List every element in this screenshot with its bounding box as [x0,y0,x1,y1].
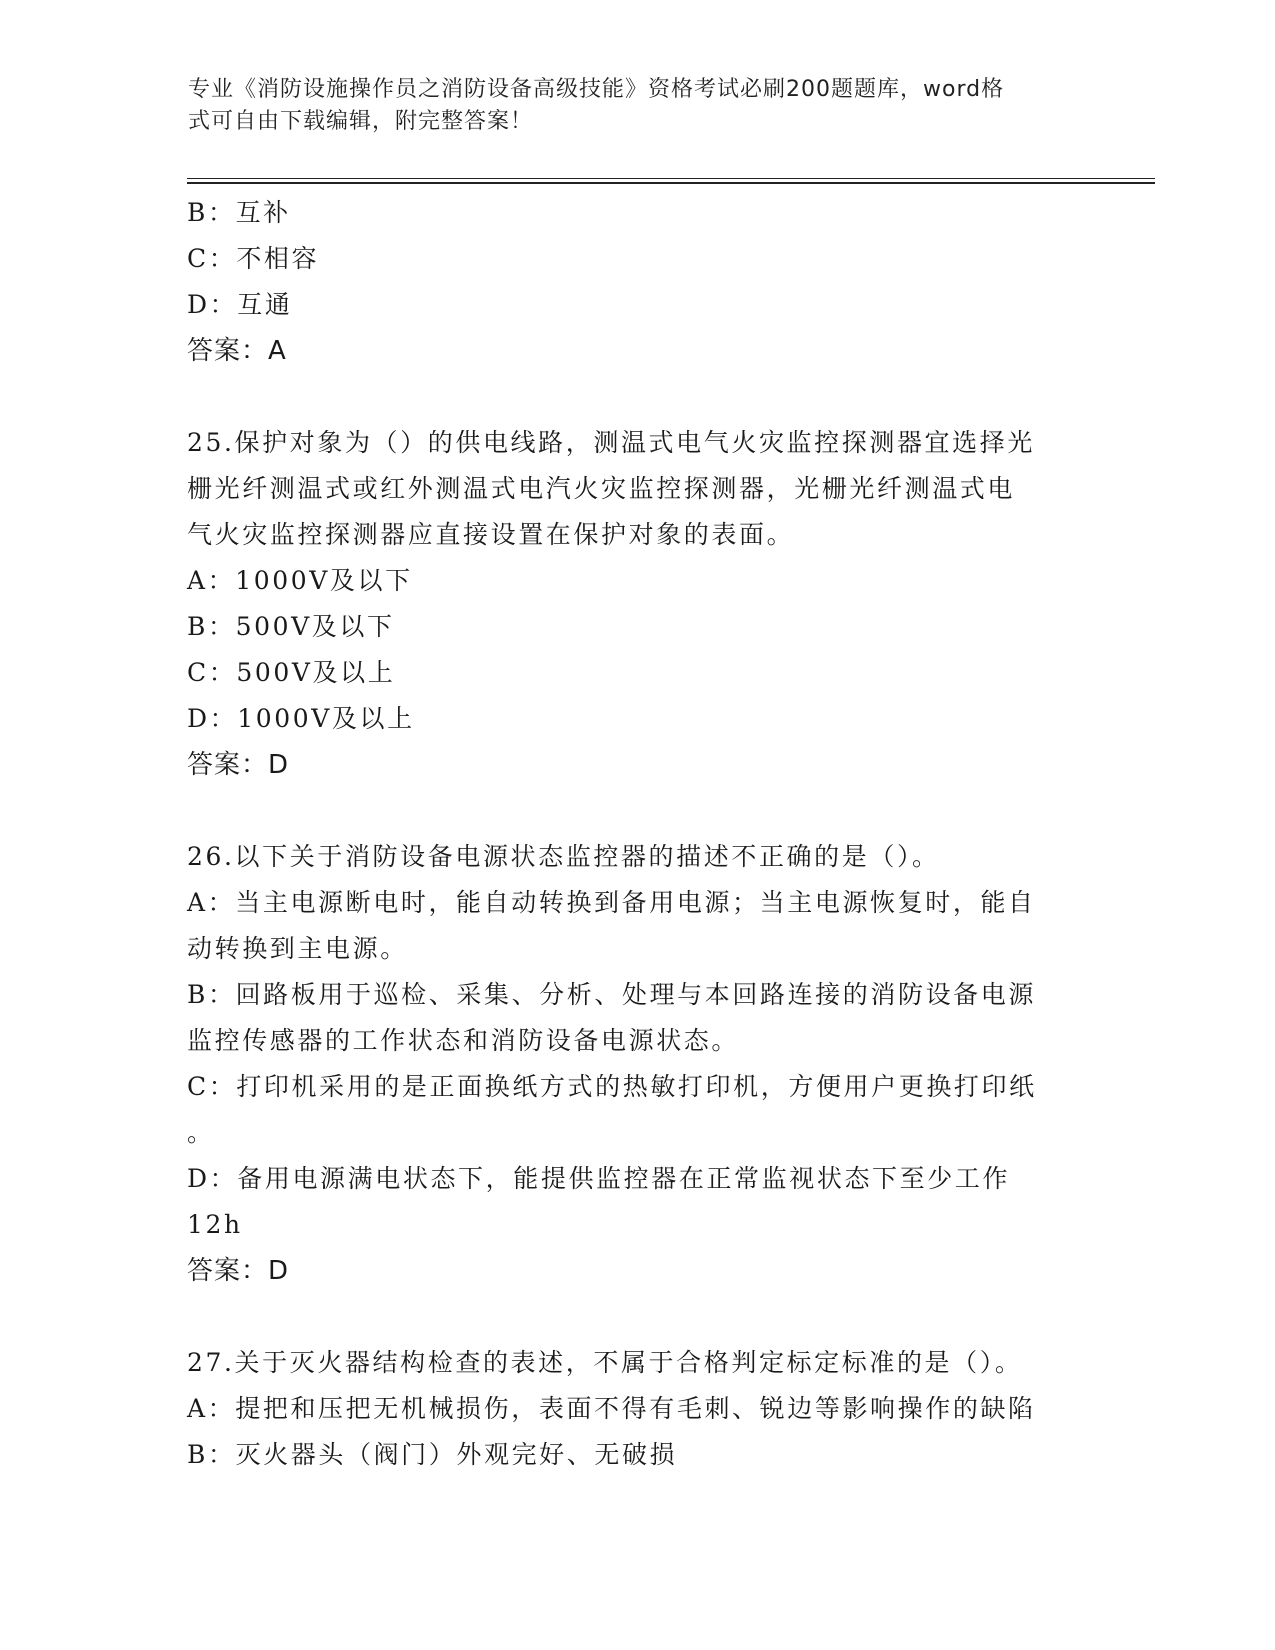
question-24-tail [187,190,1082,374]
q26-stem: 26.以下关于消防设备电源状态监控器的描述不正确的是（）。 [187,842,940,871]
header-divider-thick [187,182,1155,184]
q26-answer: 答案：D [187,1256,290,1286]
q25-option-c: C：500V及以上 [187,658,396,687]
q27-option-b: B：灭火器头（阀门）外观完好、无破损 [187,1440,678,1469]
q26-option-b-line-1: B：回路板用于巡检、采集、分析、处理与本回路连接的消防设备电源 [187,980,1036,1009]
page-header [188,74,1068,138]
header-line-2: 式可自由下载编辑，附完整答案！ [188,109,534,134]
header-divider-thin [187,178,1155,179]
q24-option-c: C：不相容 [187,244,320,273]
spacer [187,788,1082,834]
question-27 [187,1340,1082,1478]
q25-option-d: D：1000V及以上 [187,704,415,733]
q25-stem-line-3: 气火灾监控探测器应直接设置在保护对象的表面。 [187,520,795,549]
q27-stem: 27.关于灭火器结构检查的表述，不属于合格判定标定标准的是（）。 [187,1348,1023,1377]
q26-option-c-line-1: C：打印机采用的是正面换纸方式的热敏打印机，方便用户更换打印纸 [187,1072,1037,1101]
q25-stem-line-1: 25.保护对象为（）的供电线路，测温式电气火灾监控探测器宜选择光 [187,428,1035,457]
q25-answer: 答案：D [187,750,290,780]
spacer [187,1294,1082,1340]
spacer [187,374,1082,420]
q25-option-b: B：500V及以下 [187,612,395,641]
q24-answer: 答案：A [187,336,287,366]
q26-option-d-line-2: 12h [187,1210,243,1239]
q27-option-a: A：提把和压把无机械损伤，表面不得有毛刺、锐边等影响操作的缺陷 [187,1394,1036,1423]
q26-option-a-line-2: 动转换到主电源。 [187,934,408,963]
q25-stem-line-2: 栅光纤测温式或红外测温式电汽火灾监控探测器，光栅光纤测温式电 [187,474,1016,503]
q26-option-d-line-1: D：备用电源满电状态下，能提供监控器在正常监视状态下至少工作 [187,1164,1011,1193]
q24-option-d: D：互通 [187,290,293,319]
q26-option-c-line-2: 。 [187,1118,215,1147]
question-26 [187,834,1082,1294]
q25-option-a: A：1000V及以下 [187,566,413,595]
q26-option-b-line-2: 监控传感器的工作状态和消防设备电源状态。 [187,1026,740,1055]
question-content [187,190,1082,1478]
q26-option-a-line-1: A：当主电源断电时，能自动转换到备用电源；当主电源恢复时，能自 [187,888,1036,917]
q24-option-b: B：互补 [187,198,291,227]
header-line-1: 专业《消防设施操作员之消防设备高级技能》资格考试必刷200题题库，word格 [188,77,1005,102]
question-25 [187,420,1082,788]
